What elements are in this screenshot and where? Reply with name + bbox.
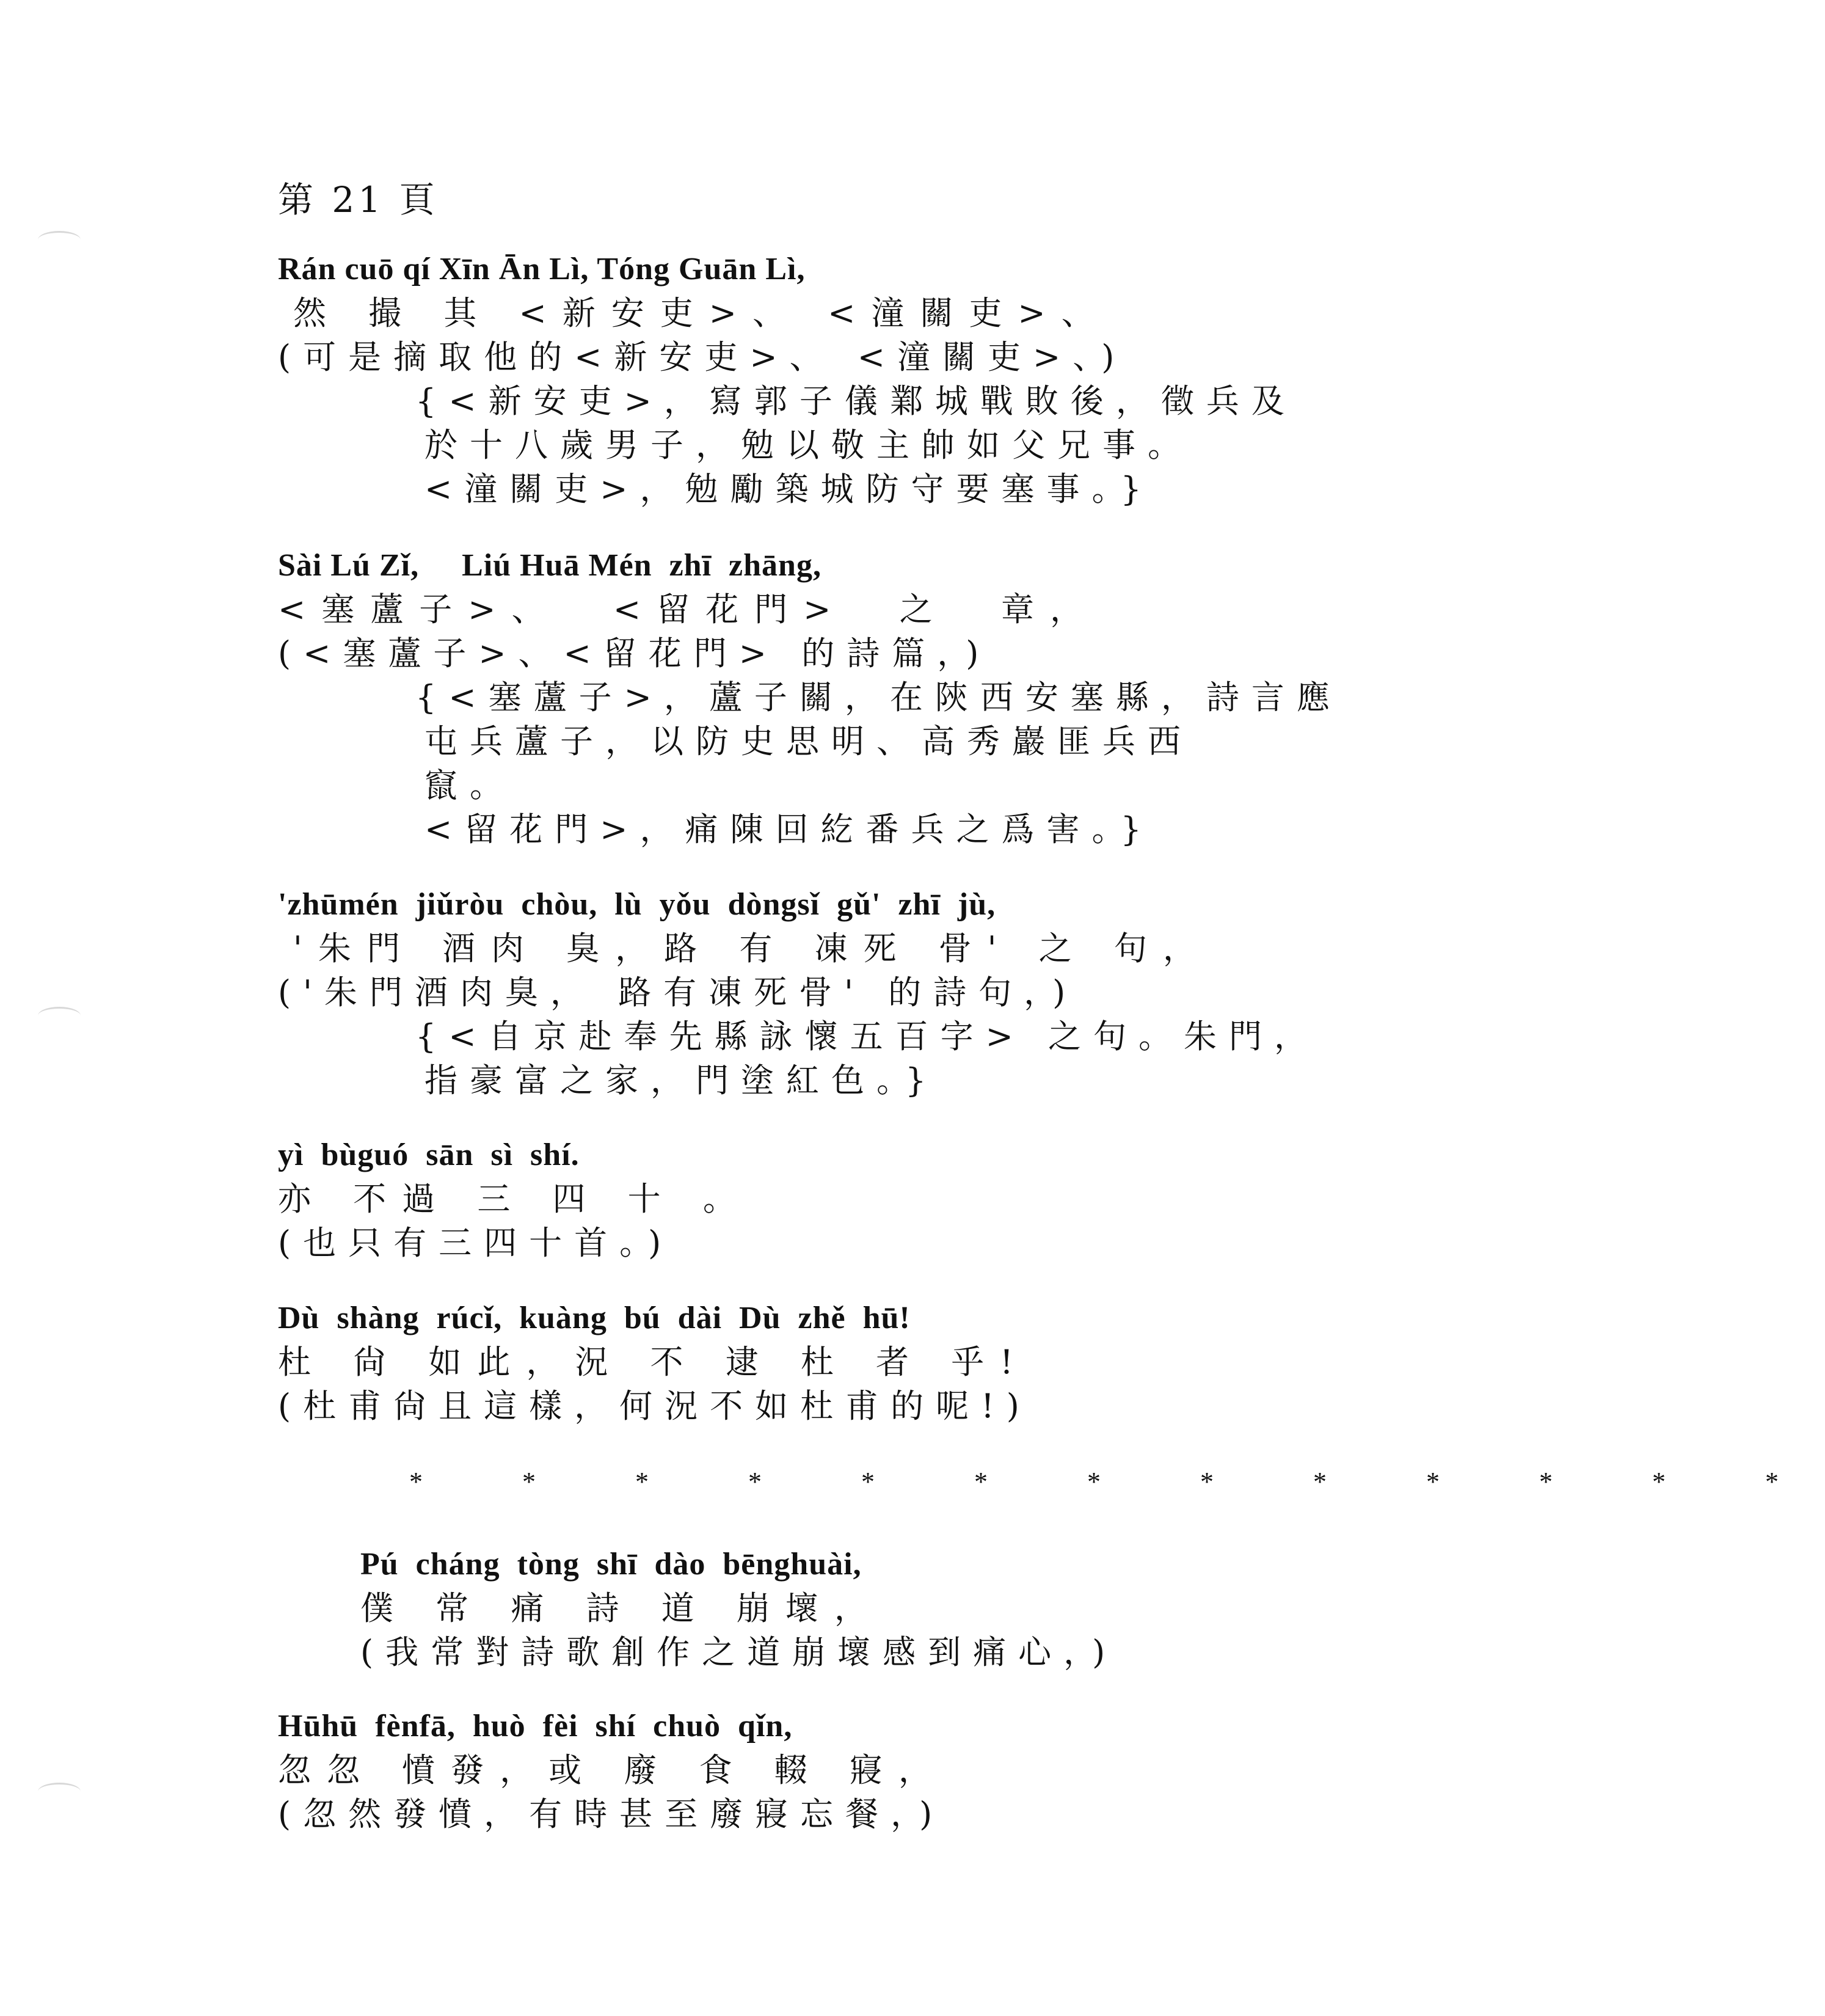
pinyin-line: yì bùguó sān sì shí. — [278, 1138, 580, 1172]
pinyin-line: Sài Lú Zǐ, Liú Huā Mén zhī zhāng, — [278, 548, 821, 583]
translation-line: (<塞蘆子>、<留花門> 的詩篇，) — [278, 634, 991, 673]
pinyin-line: Dù shàng rúcǐ, kuàng bú dài Dù zhě hū! — [278, 1301, 911, 1335]
section-separator: * * * * * * * * * * * * * — [409, 1467, 1825, 1497]
hanzi-line: 僕 常 痛 詩 道 崩壞， — [360, 1589, 883, 1627]
verse-block-6 — [360, 1543, 1117, 1675]
note-line: {<新安吏>，寫郭子儀鄴城戰敗後，徵兵及 — [415, 382, 1297, 420]
punch-hole-mark — [38, 1783, 81, 1800]
hanzi-line: <塞蘆子>、 <留花門> 之 章， — [278, 590, 1099, 629]
translation-line: (也只有三四十首。) — [278, 1224, 674, 1262]
verse-block-2 — [278, 544, 1342, 852]
hanzi-line: 忽忽 憤發，或 廢 食 輟 寢， — [278, 1751, 947, 1789]
verse-block-3 — [278, 883, 1319, 1103]
verse-block-1 — [278, 247, 1297, 511]
punch-hole-mark — [38, 231, 81, 249]
verse-block-4 — [278, 1133, 752, 1265]
pinyin-line: 'zhūmén jiǔròu chòu, lù yǒu dòngsǐ gǔ' zhī jù, — [278, 887, 996, 922]
pinyin-line: Hūhū fènfā, huò fèi shí chuò qǐn, — [278, 1709, 793, 1744]
translation-line: (忽然發憤，有時甚至廢寢忘餐，) — [278, 1795, 945, 1833]
verse-block-7 — [278, 1704, 947, 1836]
translation-line: ('朱門酒肉臭， 路有凍死骨' 的詩句，) — [278, 973, 1078, 1012]
note-line: 竄。 — [424, 766, 515, 805]
note-line: 指豪富之家，門塗紅色。} — [424, 1061, 939, 1100]
note-line: 屯兵蘆子，以防史思明、高秀巖匪兵西 — [424, 722, 1193, 761]
note-line: {<塞蘆子>，蘆子關，在陝西安塞縣，詩言應 — [415, 678, 1342, 717]
translation-line: (我常對詩歌創作之道崩壞感到痛心，) — [360, 1633, 1118, 1671]
punch-hole-mark — [38, 1007, 81, 1024]
verse-block-5 — [278, 1296, 1032, 1428]
hanzi-line: 然 撮 其 <新安吏>、 <潼關吏>、 — [293, 294, 1110, 332]
page-number: 第 21 頁 — [278, 179, 439, 221]
translation-line: (可是摘取他的<新安吏>、 <潼關吏>、) — [278, 338, 1127, 376]
note-line: <留花門>，痛陳回紇番兵之爲害。} — [424, 810, 1154, 849]
hanzi-line: 杜 尙 如此，況 不 逮 杜 者 乎! — [278, 1343, 1029, 1381]
hanzi-line: '朱門 酒肉 臭，路 有 凍死 骨' 之 句， — [293, 929, 1212, 968]
translation-line: (杜甫尙且這樣，何況不如杜甫的呢!) — [278, 1387, 1032, 1425]
note-line: <潼關吏>，勉勵築城防守要塞事。} — [424, 470, 1154, 508]
note-line: 於十八歲男子，勉以敬主帥如父兄事。 — [424, 426, 1193, 464]
pinyin-line: Pú cháng tòng shī dào bēnghuài, — [360, 1547, 862, 1582]
note-line: {<自京赴奉先縣詠懷五百字> 之句。朱門， — [415, 1017, 1320, 1056]
hanzi-line: 亦 不過 三 四 十 。 — [278, 1180, 752, 1218]
pinyin-line: Rán cuō qí Xīn Ān Lì, Tóng Guān Lì, — [278, 252, 806, 287]
